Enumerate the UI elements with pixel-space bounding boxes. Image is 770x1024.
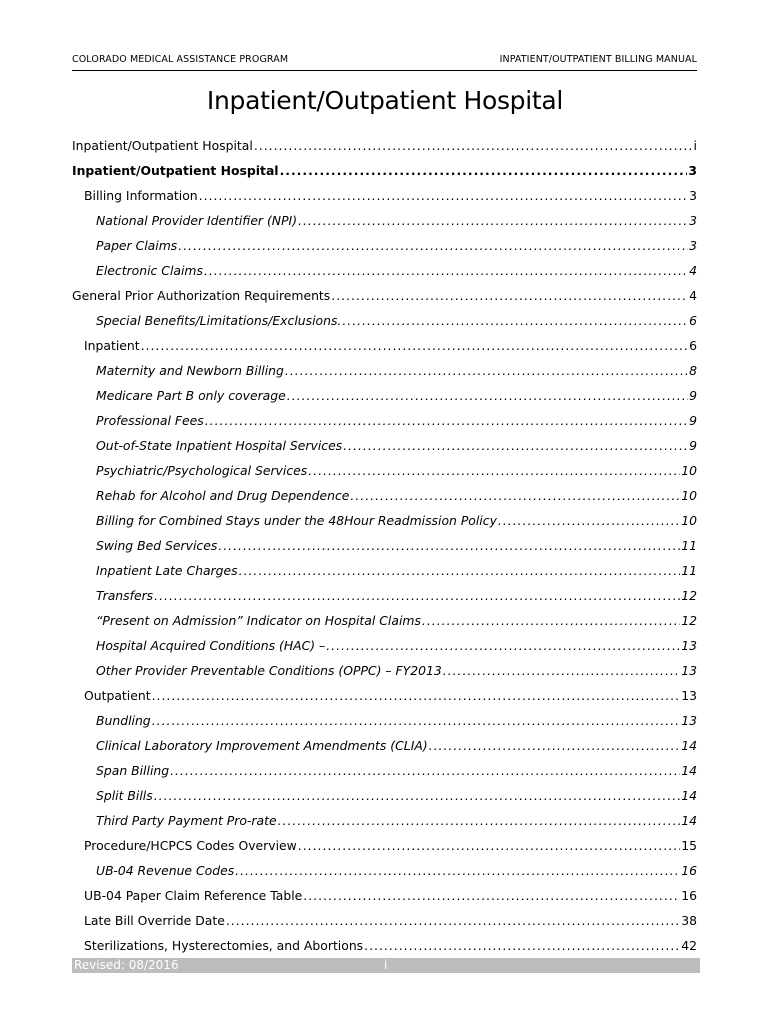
- toc-entry-page: 6: [689, 313, 697, 328]
- toc-entry-page: 11: [681, 563, 697, 578]
- toc-dot-leader: [235, 862, 680, 880]
- toc-entry-label: Professional Fees: [96, 413, 204, 428]
- toc-entry-page: 3: [689, 188, 697, 203]
- toc-entry-label: Procedure/HCPCS Codes Overview: [84, 838, 297, 853]
- toc-entry-label: General Prior Authorization Requirements: [72, 288, 331, 303]
- toc-entry-label: UB-04 Revenue Codes: [96, 863, 235, 878]
- toc-dot-leader: [152, 687, 681, 705]
- toc-dot-leader: [422, 612, 680, 630]
- toc-entry[interactable]: [72, 530, 697, 555]
- toc-entry-page: 10: [681, 513, 697, 528]
- toc-entry-label: Inpatient Late Charges: [96, 563, 238, 578]
- toc-entry[interactable]: [72, 630, 697, 655]
- toc-dot-leader: [154, 587, 680, 605]
- toc-entry[interactable]: [72, 880, 697, 905]
- toc-entry-page: 12: [681, 588, 697, 603]
- toc-dot-leader: [364, 937, 680, 955]
- toc-entry-page: 9: [689, 413, 697, 428]
- toc-entry[interactable]: [72, 605, 697, 630]
- toc-entry-label: Psychiatric/Psychological Services: [96, 463, 308, 478]
- toc-entry[interactable]: [72, 655, 697, 680]
- toc-entry[interactable]: [72, 505, 697, 530]
- toc-entry[interactable]: [72, 780, 697, 805]
- toc-entry-label: Bundling: [96, 713, 151, 728]
- footer-page-number: i: [384, 958, 388, 972]
- toc-entry-page: 3: [688, 163, 697, 178]
- toc-dot-leader: [280, 162, 688, 180]
- toc-entry-label: Sterilizations, Hysterectomies, and Abortions: [84, 938, 364, 953]
- toc-dot-leader: [254, 137, 693, 155]
- toc-entry-label: Rehab for Alcohol and Drug Dependence: [96, 488, 350, 503]
- toc-entry-page: 9: [689, 438, 697, 453]
- toc-entry-page: 4: [689, 263, 697, 278]
- toc-entry[interactable]: [72, 355, 697, 380]
- toc-entry-label: UB-04 Paper Claim Reference Table: [84, 888, 303, 903]
- toc-entry-page: 11: [681, 538, 697, 553]
- toc-entry-page: i: [693, 138, 697, 153]
- header-manual-name: INPATIENT/OUTPATIENT BILLING MANUAL: [499, 54, 697, 65]
- toc-entry-page: 42: [681, 938, 697, 953]
- header-program-name: COLORADO MEDICAL ASSISTANCE PROGRAM: [72, 54, 289, 65]
- toc-entry-page: 16: [681, 863, 697, 878]
- toc-entry[interactable]: [72, 280, 697, 305]
- toc-dot-leader: [199, 187, 688, 205]
- toc-dot-leader: [443, 662, 680, 680]
- toc-dot-leader: [298, 837, 680, 855]
- toc-dot-leader: [154, 787, 681, 805]
- toc-entry[interactable]: [72, 405, 697, 430]
- toc-entry-label: Clinical Laboratory Improvement Amendments (CLIA): [96, 738, 428, 753]
- toc-dot-leader: [429, 737, 681, 755]
- toc-entry-label: Special Benefits/Limitations/Exclusions.: [96, 313, 342, 328]
- toc-entry-label: Outpatient: [84, 688, 151, 703]
- toc-entry-label: Span Billing: [96, 763, 170, 778]
- toc-entry-label: Medicare Part B only coverage: [96, 388, 286, 403]
- toc-dot-leader: [170, 762, 680, 780]
- toc-dot-leader: [205, 412, 688, 430]
- toc-entry-label: “Present on Admission” Indicator on Hospital Claims: [96, 613, 421, 628]
- toc-entry[interactable]: [72, 580, 697, 605]
- toc-entry-page: 6: [689, 338, 697, 353]
- toc-entry-page: 14: [681, 738, 697, 753]
- toc-dot-leader: [178, 237, 688, 255]
- toc-entry[interactable]: [72, 705, 697, 730]
- toc-entry-page: 13: [681, 663, 697, 678]
- toc-entry[interactable]: [72, 430, 697, 455]
- toc-entry-label: Transfers: [96, 588, 154, 603]
- toc-dot-leader: [308, 462, 680, 480]
- toc-entry-page: 13: [681, 638, 697, 653]
- toc-entry-page: 3: [689, 213, 697, 228]
- toc-dot-leader: [218, 537, 680, 555]
- toc-entry[interactable]: [72, 330, 697, 355]
- toc-entry-label: Other Provider Preventable Conditions (OPPC) – FY2013: [96, 663, 442, 678]
- toc-dot-leader: [278, 812, 681, 830]
- toc-entry-page: 14: [681, 763, 697, 778]
- toc-entry-label: Inpatient/Outpatient Hospital: [72, 163, 279, 178]
- toc-dot-leader: [326, 637, 680, 655]
- toc-entry-label: Split Bills: [96, 788, 153, 803]
- toc-dot-leader: [350, 487, 680, 505]
- running-header: [72, 50, 697, 71]
- toc-dot-leader: [298, 212, 688, 230]
- toc-entry-page: 13: [681, 713, 697, 728]
- toc-entry-page: 10: [681, 463, 697, 478]
- toc-entry-label: Electronic Claims: [96, 263, 203, 278]
- toc-entry-label: Paper Claims: [96, 238, 178, 253]
- toc-entry-page: 3: [689, 238, 697, 253]
- toc-entry-page: 8: [689, 363, 697, 378]
- toc-entry-label: Inpatient/Outpatient Hospital: [72, 138, 253, 153]
- toc-entry[interactable]: [72, 830, 697, 855]
- toc-entry-page: 14: [681, 788, 697, 803]
- toc-entry[interactable]: [72, 255, 697, 280]
- toc-dot-leader: [285, 362, 688, 380]
- toc-entry-label: Inpatient: [84, 338, 140, 353]
- table-of-contents: [72, 130, 697, 955]
- toc-entry[interactable]: [72, 305, 697, 330]
- toc-dot-leader: [331, 287, 688, 305]
- toc-dot-leader: [141, 337, 689, 355]
- toc-entry-page: 14: [681, 813, 697, 828]
- toc-entry-label: Out-of-State Inpatient Hospital Services: [96, 438, 343, 453]
- toc-entry[interactable]: [72, 730, 697, 755]
- footer-bar: [72, 958, 700, 973]
- toc-entry-label: National Provider Identifier (NPI): [96, 213, 298, 228]
- toc-dot-leader: [303, 887, 680, 905]
- toc-entry[interactable]: [72, 555, 697, 580]
- toc-entry[interactable]: [72, 930, 697, 955]
- toc-entry-page: 12: [681, 613, 697, 628]
- toc-entry[interactable]: [72, 905, 697, 930]
- toc-entry-label: Swing Bed Services: [96, 538, 218, 553]
- toc-entry-page: 13: [681, 688, 697, 703]
- footer-revised-date: Revised: 08/2016: [74, 958, 179, 972]
- toc-entry[interactable]: [72, 380, 697, 405]
- toc-entry[interactable]: [72, 155, 697, 180]
- toc-dot-leader: [226, 912, 680, 930]
- toc-entry-page: 15: [681, 838, 697, 853]
- toc-entry[interactable]: [72, 805, 697, 830]
- toc-entry[interactable]: [72, 205, 697, 230]
- toc-entry-label: Hospital Acquired Conditions (HAC) –: [96, 638, 326, 653]
- toc-dot-leader: [239, 562, 681, 580]
- toc-entry-label: Third Party Payment Pro-rate: [96, 813, 277, 828]
- toc-entry[interactable]: [72, 130, 697, 155]
- toc-entry[interactable]: [72, 755, 697, 780]
- toc-entry-page: 4: [689, 288, 697, 303]
- toc-dot-leader: [498, 512, 680, 530]
- toc-entry-label: Maternity and Newborn Billing: [96, 363, 284, 378]
- toc-entry-label: Billing for Combined Stays under the 48Hour Readmission Policy: [96, 513, 497, 528]
- page-title: Inpatient/Outpatient Hospital: [206, 86, 564, 115]
- toc-entry-page: 9: [689, 388, 697, 403]
- toc-entry-label: Billing Information: [84, 188, 198, 203]
- toc-entry[interactable]: [72, 230, 697, 255]
- toc-entry-page: 38: [681, 913, 697, 928]
- toc-entry[interactable]: [72, 480, 697, 505]
- toc-dot-leader: [204, 262, 688, 280]
- toc-entry[interactable]: [72, 680, 697, 705]
- toc-entry[interactable]: [72, 455, 697, 480]
- toc-dot-leader: [152, 712, 681, 730]
- toc-entry-page: 10: [681, 488, 697, 503]
- toc-entry-page: 16: [681, 888, 697, 903]
- toc-entry-label: Late Bill Override Date: [84, 913, 225, 928]
- toc-dot-leader: [342, 312, 688, 330]
- toc-dot-leader: [287, 387, 688, 405]
- toc-dot-leader: [343, 437, 688, 455]
- toc-entry[interactable]: [72, 180, 697, 205]
- toc-entry[interactable]: [72, 855, 697, 880]
